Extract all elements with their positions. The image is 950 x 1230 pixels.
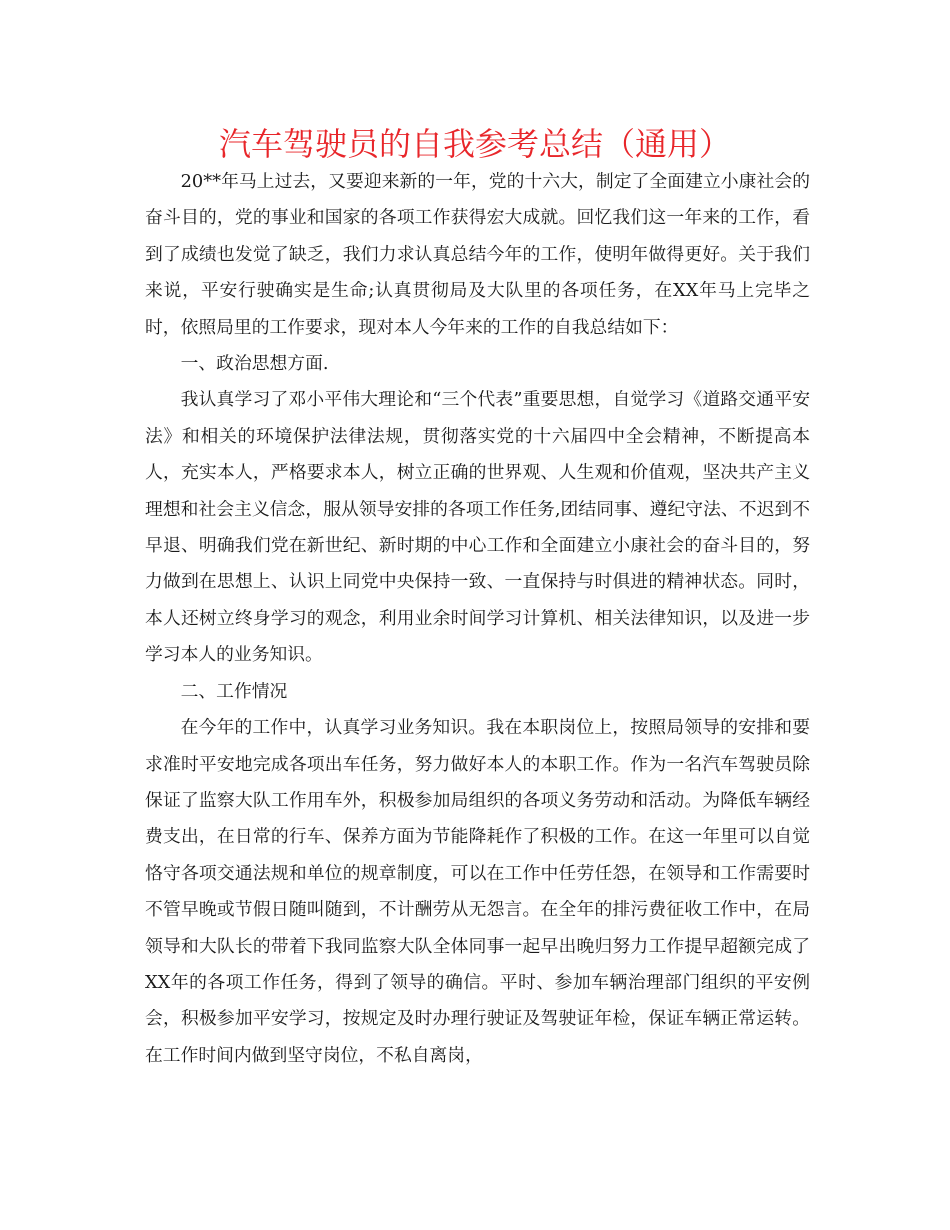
- paragraph-intro: 20**年马上过去，又要迎来新的一年，党的十六大，制定了全面建立小康社会的奋斗目的，党的事业和国家的各项工作获得宏大成就。回忆我们这一年来的工作，看到了成绩也发觉了缺乏，我们力求认真总结今年的工作，使明年做得更好。关于我们来说，平安行驶确实是生命;认真贯彻局及大队里的各项任务，在XX年马上完毕之时，依照局里的工作要求，现对本人今年来的工作的自我总结如下：: [145, 171, 810, 338]
- section-heading-work: 二、工作情况: [180, 680, 288, 702]
- paragraph-political: 我认真学习了邓小平伟大理论和“三个代表”重要思想，自觉学习《道路交通平安法》和相关的环境保护法律法规，贯彻落实党的十六届四中全会精神，不断提高本人，充实本人，严格要求本人，树立正确的世界观、人生观和价值观，坚决共产主义理想和社会主义信念，服从领导安排的各项工作任务,团结同事、遵纪守法、不迟到不早退、明确我们党在新世纪、新时期的中心工作和全面建立小康社会的奋斗目的，努力做到在思想上、认识上同党中央保持一致、一直保持与时俱进的精神状态。同时，本人还树立终身学习的观念，利用业余时间学习计算机、相关法律知识，以及进一步学习本人的业务知识。: [145, 389, 810, 666]
- document-body: [145, 164, 810, 1074]
- section-heading-political: 一、政治思想方面.: [180, 353, 329, 375]
- paragraph-work: 在今年的工作中，认真学习业务知识。我在本职岗位上，按照局领导的安排和要求准时平安地完成各项出车任务，努力做好本人的本职工作。作为一名汽车驾驶员除保证了监察大队工作用车外，积极参加局组织的各项义务劳动和活动。为降低车辆经费支出，在日常的行车、保养方面为节能降耗作了积极的工作。在这一年里可以自觉恪守各项交通法规和单位的规章制度，可以在工作中任劳任怨，在领导和工作需要时不管早晚或节假日随叫随到，不计酬劳从无怨言。在全年的排污费征收工作中，在局领导和大队长的带着下我同监察大队全体同事一起早出晚归努力工作提早超额完成了XX年的各项工作任务，得到了领导的确信。平时、参加车辆治理部门组织的平安例会，积极参加平安学习，按规定及时办理行驶证及驾驶证年检，保证车辆正常运转。在工作时间内做到坚守岗位，不私自离岗，: [145, 717, 810, 1066]
- document-title: 汽车驾驶员的自我参考总结（通用）: [218, 125, 731, 163]
